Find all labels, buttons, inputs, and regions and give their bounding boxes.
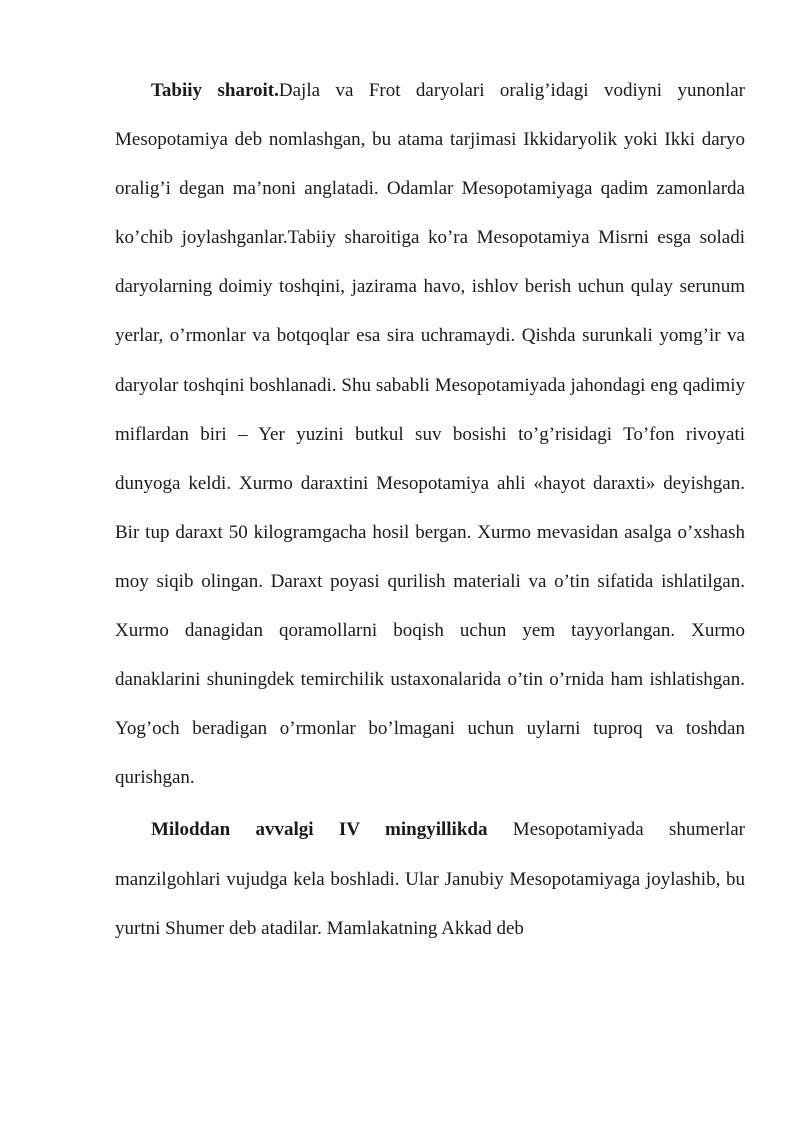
paragraph-text: Mesopotamiyada shumerlar manzilgohlari vujudga kela boshladi. Ular Janubiy Mesopotamiyaga joylashib, bu yurtni Shumer deb atadilar. Mamlakatning Akkad deb	[115, 819, 745, 939]
paragraph-text: Dajla va Frot daryolari oralig’idagi vodiyni yunonlar Mesopotamiya deb nomlashgan, bu atama tarjimasi Ikkidaryolik yoki Ikki daryo oralig’i degan ma’noni anglatadi. Odamlar Mesopotamiyaga qadim zamonlarda ko’chib joylashganlar.Tabiiy sharoitiga ko’ra Mesopotamiya Misrni esga soladi daryolarning doimiy toshqini, jazirama havo, ishlov berish uchun qulay serunum yerlar, o’rmonlar va botqoqlar esa sira uchramaydi. Qishda surunkali yomg’ir va daryolar toshqini boshlanadi. Shu sababli Mesopotamiyada jahondagi eng qadimiy miflardan biri – Yer yuzini butkul suv bosishi to’g’risidagi To’fon rivoyati dunyoga keldi. Xurmo daraxtini Mesopotamiya ahli «hayot daraxti» deyishgan. Bir tup daraxt 50 kilogramgacha hosil bergan. Xurmo mevasidan asalga o’xshash moy siqib olingan. Daraxt poyasi qurilish materiali va o’tin sifatida ishlatilgan. Xurmo danagidan qoramollarni boqish uchun yem tayyorlangan. Xurmo danaklarini shuningdek temirchilik ustaxonalarida o’tin o’rnida ham ishlatishgan. Yog’och beradigan o’rmonlar bo’lmagani uchun uylarni tuproq va toshdan qurishgan.	[115, 80, 745, 789]
paragraph-natural-conditions	[115, 66, 745, 802]
document-page	[115, 66, 745, 953]
paragraph-heading: Tabiiy sharoit.	[151, 80, 279, 101]
paragraph-heading: Miloddan avvalgi IV mingyillikda	[151, 819, 488, 841]
paragraph-fourth-millennium	[115, 805, 745, 952]
